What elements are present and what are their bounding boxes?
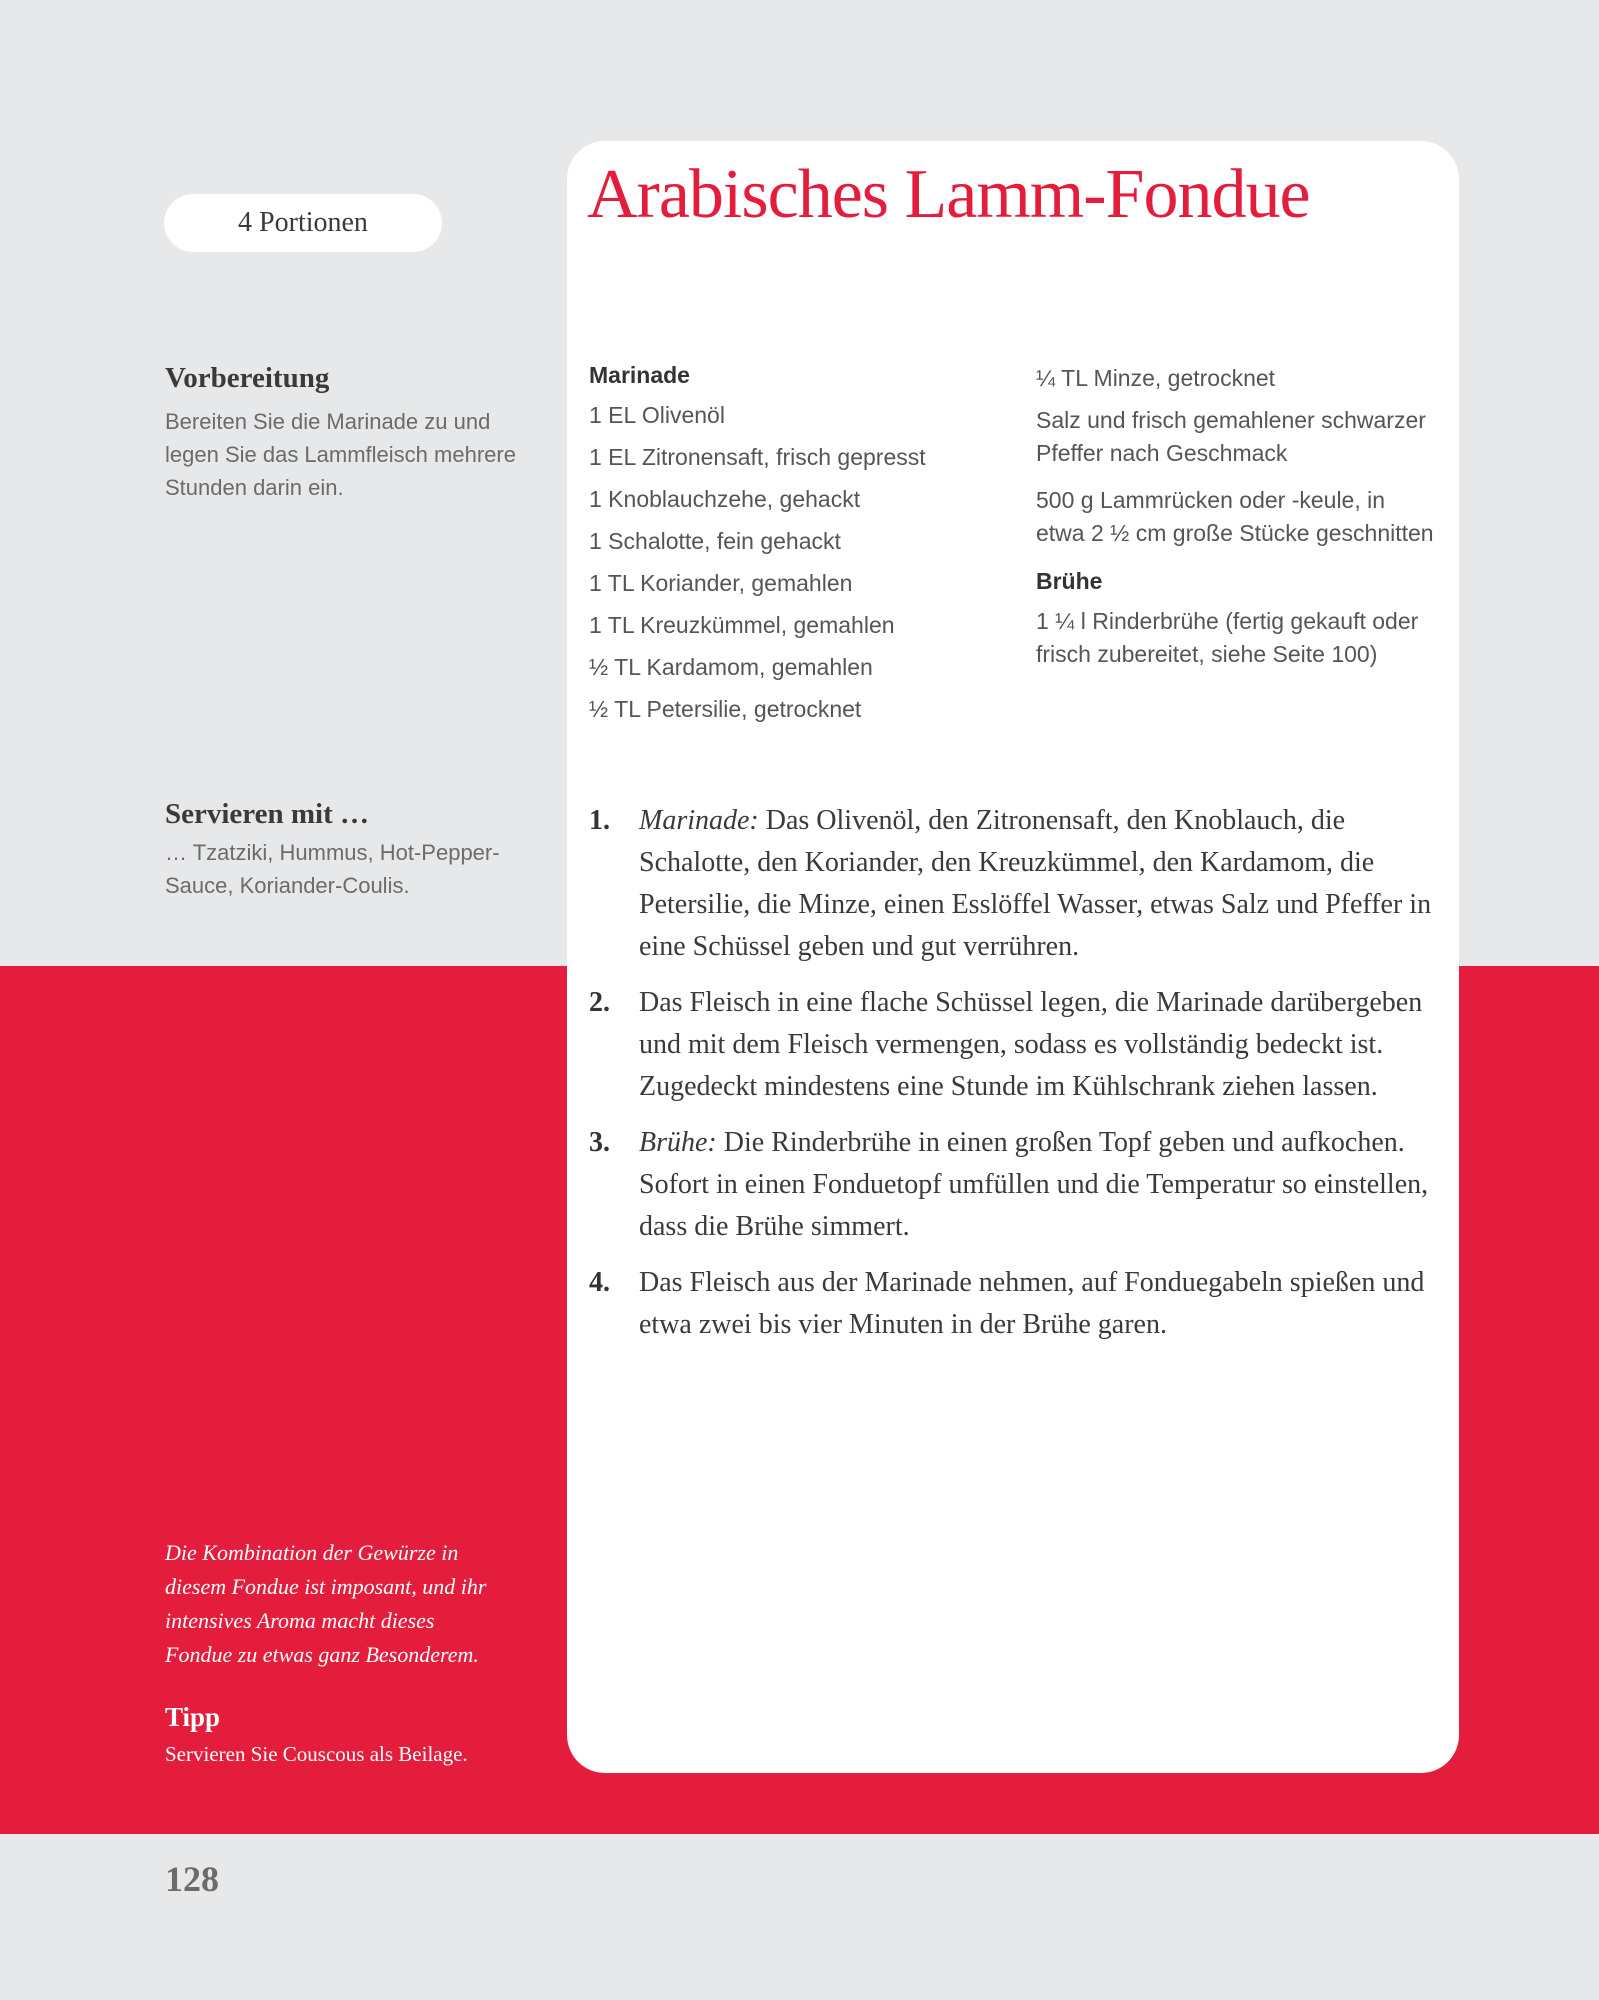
step-number: 3. (589, 1127, 610, 1158)
marinade-heading: Marinade (589, 362, 690, 388)
instructions-list (589, 800, 1439, 1360)
portions-label: 4 Portionen (238, 207, 368, 238)
prep-heading: Vorbereitung (165, 362, 330, 394)
step-lead: Marinade: (639, 805, 759, 836)
step-body: Das Fleisch in eine flache Schüssel legen, die Marinade darübergeben und mit dem Fleisch vermengen, sodass es vollständig bedeckt ist. Zugedeckt mindestens eine Stunde im Kühlschrank ziehen lassen. (639, 987, 1423, 1102)
ingredient-item: 1 Schalotte, fein gehackt (589, 528, 841, 554)
prep-text: Bereiten Sie die Marinade zu und legen Sie das Lammfleisch mehrere Stunden darin ein. (165, 409, 516, 500)
instruction-step (589, 982, 1439, 1108)
portions-badge (164, 194, 442, 252)
tip-text: Servieren Sie Couscous als Beilage. (165, 1742, 468, 1766)
recipe-title: Arabisches Lamm-Fondue (587, 156, 1310, 233)
ingredient-item: 500 g Lammrücken oder -keule, in etwa 2 ½ cm große Stücke geschnitten (1036, 487, 1434, 546)
ingredient-item: 1 EL Zitronensaft, frisch gepresst (589, 444, 926, 470)
ingredient-item: 1 TL Kreuzkümmel, gemahlen (589, 612, 895, 638)
intro-quote: Die Kombination der Gewürze in diesem Fondue ist imposant, und ihr intensives Aroma macht dieses Fondue zu etwas ganz Besonderem. (165, 1540, 487, 1667)
ingredient-item: 1 TL Koriander, gemahlen (589, 570, 853, 596)
step-lead: Brühe: (639, 1127, 717, 1158)
step-text (639, 982, 1439, 1108)
serve-heading: Servieren mit … (165, 798, 370, 830)
page-number: 128 (165, 1859, 219, 1899)
tip-heading: Tipp (165, 1702, 221, 1732)
ingredient-item: 1 ¼ l Rinderbrühe (fertig gekauft oder frisch zubereitet, siehe Seite 100) (1036, 608, 1419, 667)
broth-heading: Brühe (1036, 568, 1103, 594)
instruction-step (589, 1262, 1439, 1346)
ingredient-item: Salz und frisch gemahlener schwarzer Pfeffer nach Geschmack (1036, 407, 1426, 466)
ingredients-column-1 (589, 362, 989, 735)
step-number: 4. (589, 1267, 610, 1298)
step-number: 2. (589, 987, 610, 1018)
step-text (639, 800, 1439, 968)
ingredients-column-2 (1036, 362, 1436, 685)
instruction-step (589, 800, 1439, 968)
ingredient-item: ¼ TL Minze, getrocknet (1036, 365, 1276, 391)
step-number: 1. (589, 805, 610, 836)
step-text (639, 1262, 1439, 1346)
ingredient-item: 1 EL Olivenöl (589, 402, 725, 428)
serve-text: … Tzatziki, Hummus, Hot-Pepper-Sauce, Koriander-Coulis. (165, 840, 500, 898)
step-body: Die Rinderbrühe in einen großen Topf geben und aufkochen. Sofort in einen Fonduetopf umfüllen und die Temperatur so einstellen, dass die Brühe simmert. (639, 1127, 1429, 1242)
ingredient-item: ½ TL Petersilie, getrocknet (589, 696, 862, 722)
step-text (639, 1122, 1439, 1248)
instruction-step (589, 1122, 1439, 1248)
ingredient-item: 1 Knoblauchzehe, gehackt (589, 486, 861, 512)
ingredient-item: ½ TL Kardamom, gemahlen (589, 654, 873, 680)
step-body: Das Olivenöl, den Zitronensaft, den Knoblauch, die Schalotte, den Koriander, den Kreuzkümmel, den Kardamom, die Petersilie, die Minze, einen Esslöffel Wasser, etwas Salz und Pfeffer in eine Schüssel geben und gut verrühren. (639, 805, 1432, 962)
step-body: Das Fleisch aus der Marinade nehmen, auf Fonduegabeln spießen und etwa zwei bis vier Minuten in der Brühe garen. (639, 1267, 1425, 1340)
